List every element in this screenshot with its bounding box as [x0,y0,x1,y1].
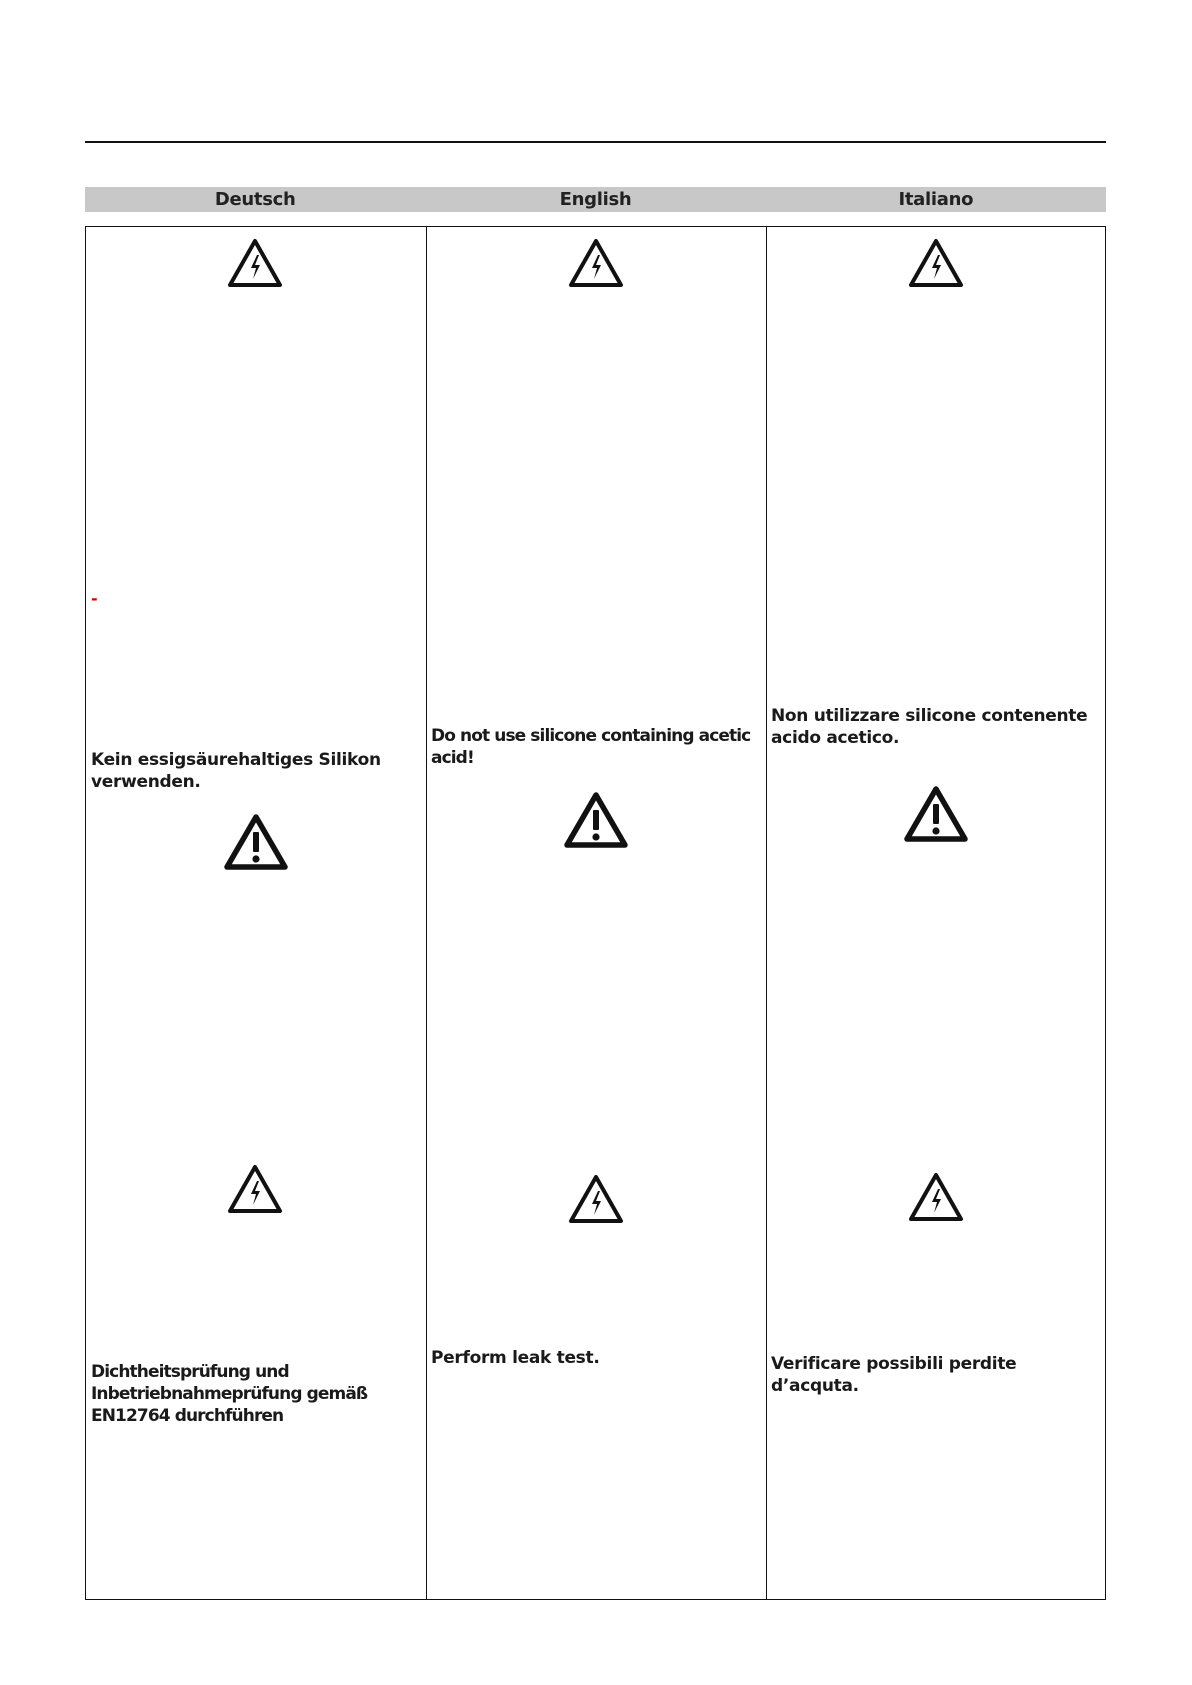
leak-test-text-it: Verificare possibili perdite d’acquta. [771,1354,1017,1396]
warning-text-de: Kein essigsäurehaltiges Silikon verwenden. [91,750,381,792]
caution-icon [223,813,289,871]
electric-hazard-icon [907,1171,965,1223]
red-mark: - [91,589,98,608]
header-italiano: Italiano [898,189,974,210]
header-deutsch: Deutsch [214,189,296,210]
electric-hazard-icon [226,1163,284,1215]
electric-hazard-icon [567,1173,625,1225]
warning-text-it: Non utilizzare silicone contenente acido acetico. [771,706,1088,748]
column-divider [766,227,767,1599]
electric-hazard-icon [226,237,284,289]
content-table [85,226,1106,1600]
language-header-bar [85,187,1106,212]
leak-test-text-en: Perform leak test. [431,1348,600,1368]
leak-test-text-de: Dichtheitsprüfung und Inbetriebnahmeprüfung gemäß EN12764 durchführen [91,1362,368,1426]
caution-icon [903,785,969,843]
electric-hazard-icon [907,237,965,289]
header-english: English [559,189,632,210]
column-divider [426,227,427,1599]
warning-text-en: Do not use silicone containing acetic acid! [431,726,751,768]
caution-icon [563,791,629,849]
electric-hazard-icon [567,237,625,289]
top-rule [85,141,1106,143]
